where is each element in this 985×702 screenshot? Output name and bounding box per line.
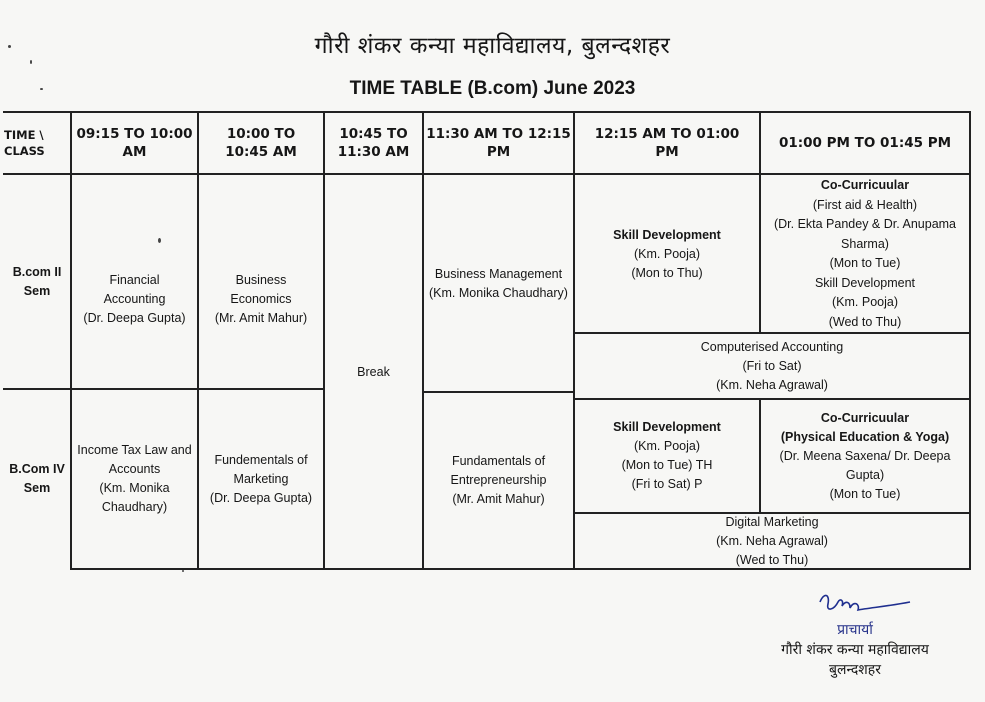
corner-header (4, 114, 70, 172)
time-header-line: 09:15 TO 10:00 (76, 126, 193, 142)
time-header-2 (199, 114, 323, 172)
bcom-iv-slot56 (575, 514, 969, 568)
time-header-4 (424, 114, 573, 172)
bcom-iv-slot6 (761, 400, 969, 512)
subject-line: Economics (230, 291, 292, 306)
break-label: Break (357, 364, 390, 379)
time-header-line: 01:00 PM TO 01:45 PM (778, 135, 952, 151)
class-bcom-iv (4, 390, 70, 568)
scan-speck (30, 60, 32, 64)
bcom-ii-slot4 (424, 176, 573, 391)
class-label-line: Sem (23, 284, 51, 298)
bcom-ii-slot1 (72, 210, 197, 388)
time-header-line: 10:45 AM (225, 144, 297, 160)
subject-line: (First aid & Health) (812, 197, 918, 212)
subject-line: (Mon to Thu) (631, 266, 703, 280)
subject-line: Skill Development (613, 420, 721, 434)
subject-line: (Physical Education & Yoga) (780, 429, 950, 444)
subject-line: Financial (109, 272, 160, 287)
subject-line: (Km. Pooja) (634, 247, 700, 261)
time-header-5 (575, 114, 759, 172)
subject-line: (Km. Neha Agrawal) (716, 377, 828, 392)
time-header-line: 10:00 TO (226, 126, 296, 142)
class-label-line: B.com II (12, 265, 62, 279)
table-border-bottom (70, 568, 971, 570)
bcom-iv-slot2 (199, 390, 323, 568)
break-cell (325, 176, 422, 568)
scan-speck (8, 45, 11, 48)
bcom-iv-slot5 (575, 400, 759, 512)
subject-line: (Wed to Thu) (828, 314, 902, 329)
table-border-top (3, 111, 971, 113)
subject-line: (Km. Monika (99, 481, 170, 495)
time-header-line: AM (122, 144, 147, 160)
subject-line: Entrepreneurship (450, 473, 547, 487)
time-header-line: 12:15 AM TO 01:00 (594, 126, 740, 142)
subject-line: (Fri to Sat) (742, 358, 802, 373)
time-header-line: PM (486, 144, 511, 160)
principal-college: गौरी शंकर कन्या महाविद्यालय (781, 642, 929, 658)
subject-line: (Dr. Deepa Gupta) (209, 490, 313, 505)
class-label-line: Sem (23, 481, 51, 495)
subject-line: (Mon to Tue) TH (621, 458, 713, 472)
subject-line: (Dr. Ekta Pandey & Dr. Anupama (773, 217, 957, 231)
subject-line: (Km. Neha Agrawal) (716, 533, 828, 548)
scan-speck (158, 238, 161, 243)
subject-line: Fundementals of (214, 452, 308, 467)
time-header-line: 10:45 TO (339, 126, 408, 142)
subject-line: (Fri to Sat) P (631, 477, 703, 491)
subject-line: Marketing (233, 471, 289, 486)
time-header-line: PM (655, 144, 679, 160)
subject-line: Business Management (434, 266, 563, 281)
subject-line: Gupta) (845, 467, 885, 482)
principal-designation: प्राचार्या (837, 622, 873, 638)
corner-header-line: TIME \ (4, 128, 44, 142)
scan-speck (182, 570, 184, 572)
subject-line: Business (235, 272, 287, 287)
subject-line: (Mr. Amit Mahur) (214, 310, 308, 325)
subject-line: Income Tax Law and (77, 443, 192, 457)
bcom-iv-slot4 (424, 393, 573, 568)
subject-line: Computerised Accounting (700, 339, 844, 354)
subject-line: Chaudhary) (101, 500, 168, 514)
subject-line: (Km. Pooja) (634, 439, 700, 453)
corner-header-line: CLASS (4, 144, 45, 158)
time-header-6 (761, 114, 969, 172)
subject-line: (Dr. Deepa Gupta) (83, 310, 186, 325)
time-header-1 (72, 114, 197, 172)
bcom-ii-slot56 (575, 334, 969, 398)
subject-line: (Mon to Tue) (829, 486, 901, 501)
subject-line: Co-Curricuular (820, 410, 910, 425)
time-header-line: 11:30 AM (337, 144, 410, 160)
bcom-ii-slot5 (575, 176, 759, 332)
subject-line: (Dr. Meena Saxena/ Dr. Deepa (779, 448, 951, 463)
subject-line: Digital Marketing (725, 514, 819, 529)
header-divider (3, 173, 971, 175)
college-name: गौरी शंकर कन्या महाविद्यालय, बुलन्दशहर (314, 33, 671, 59)
time-header-line: 11:30 AM TO 12:15 (426, 126, 571, 142)
time-header-3 (325, 114, 422, 172)
scan-speck (40, 88, 43, 90)
subject-line: (Mr. Amit Mahur) (452, 492, 545, 506)
class-bcom-ii (4, 176, 70, 388)
subject-line: Skill Development (814, 275, 916, 290)
subject-line: Accounts (108, 462, 161, 476)
bcom-ii-slot6 (761, 176, 969, 332)
subject-line: (Km. Monika Chaudhary) (429, 285, 568, 300)
principal-signature-block (740, 590, 970, 680)
subject-line: Fundamentals of (451, 454, 546, 468)
subject-line: Sharma) (841, 236, 889, 251)
page-title: TIME TABLE (B.com) June 2023 (349, 78, 636, 99)
bcom-ii-slot2 (199, 210, 323, 388)
class-label-line: B.Com IV (9, 462, 65, 476)
subject-line: Co-Curricuular (820, 178, 910, 192)
subject-line: (Km. Pooja) (832, 295, 898, 309)
subject-line: Skill Development (613, 228, 721, 242)
subject-line: (Wed to Thu) (735, 552, 809, 567)
principal-city: बुलन्दशहर (829, 662, 881, 678)
signature-scribble-icon (810, 590, 940, 620)
bcom-iv-slot1 (72, 390, 197, 568)
subject-line: Accounting (103, 291, 166, 306)
subject-line: (Mon to Tue) (829, 256, 901, 270)
table-border-right (969, 111, 971, 569)
